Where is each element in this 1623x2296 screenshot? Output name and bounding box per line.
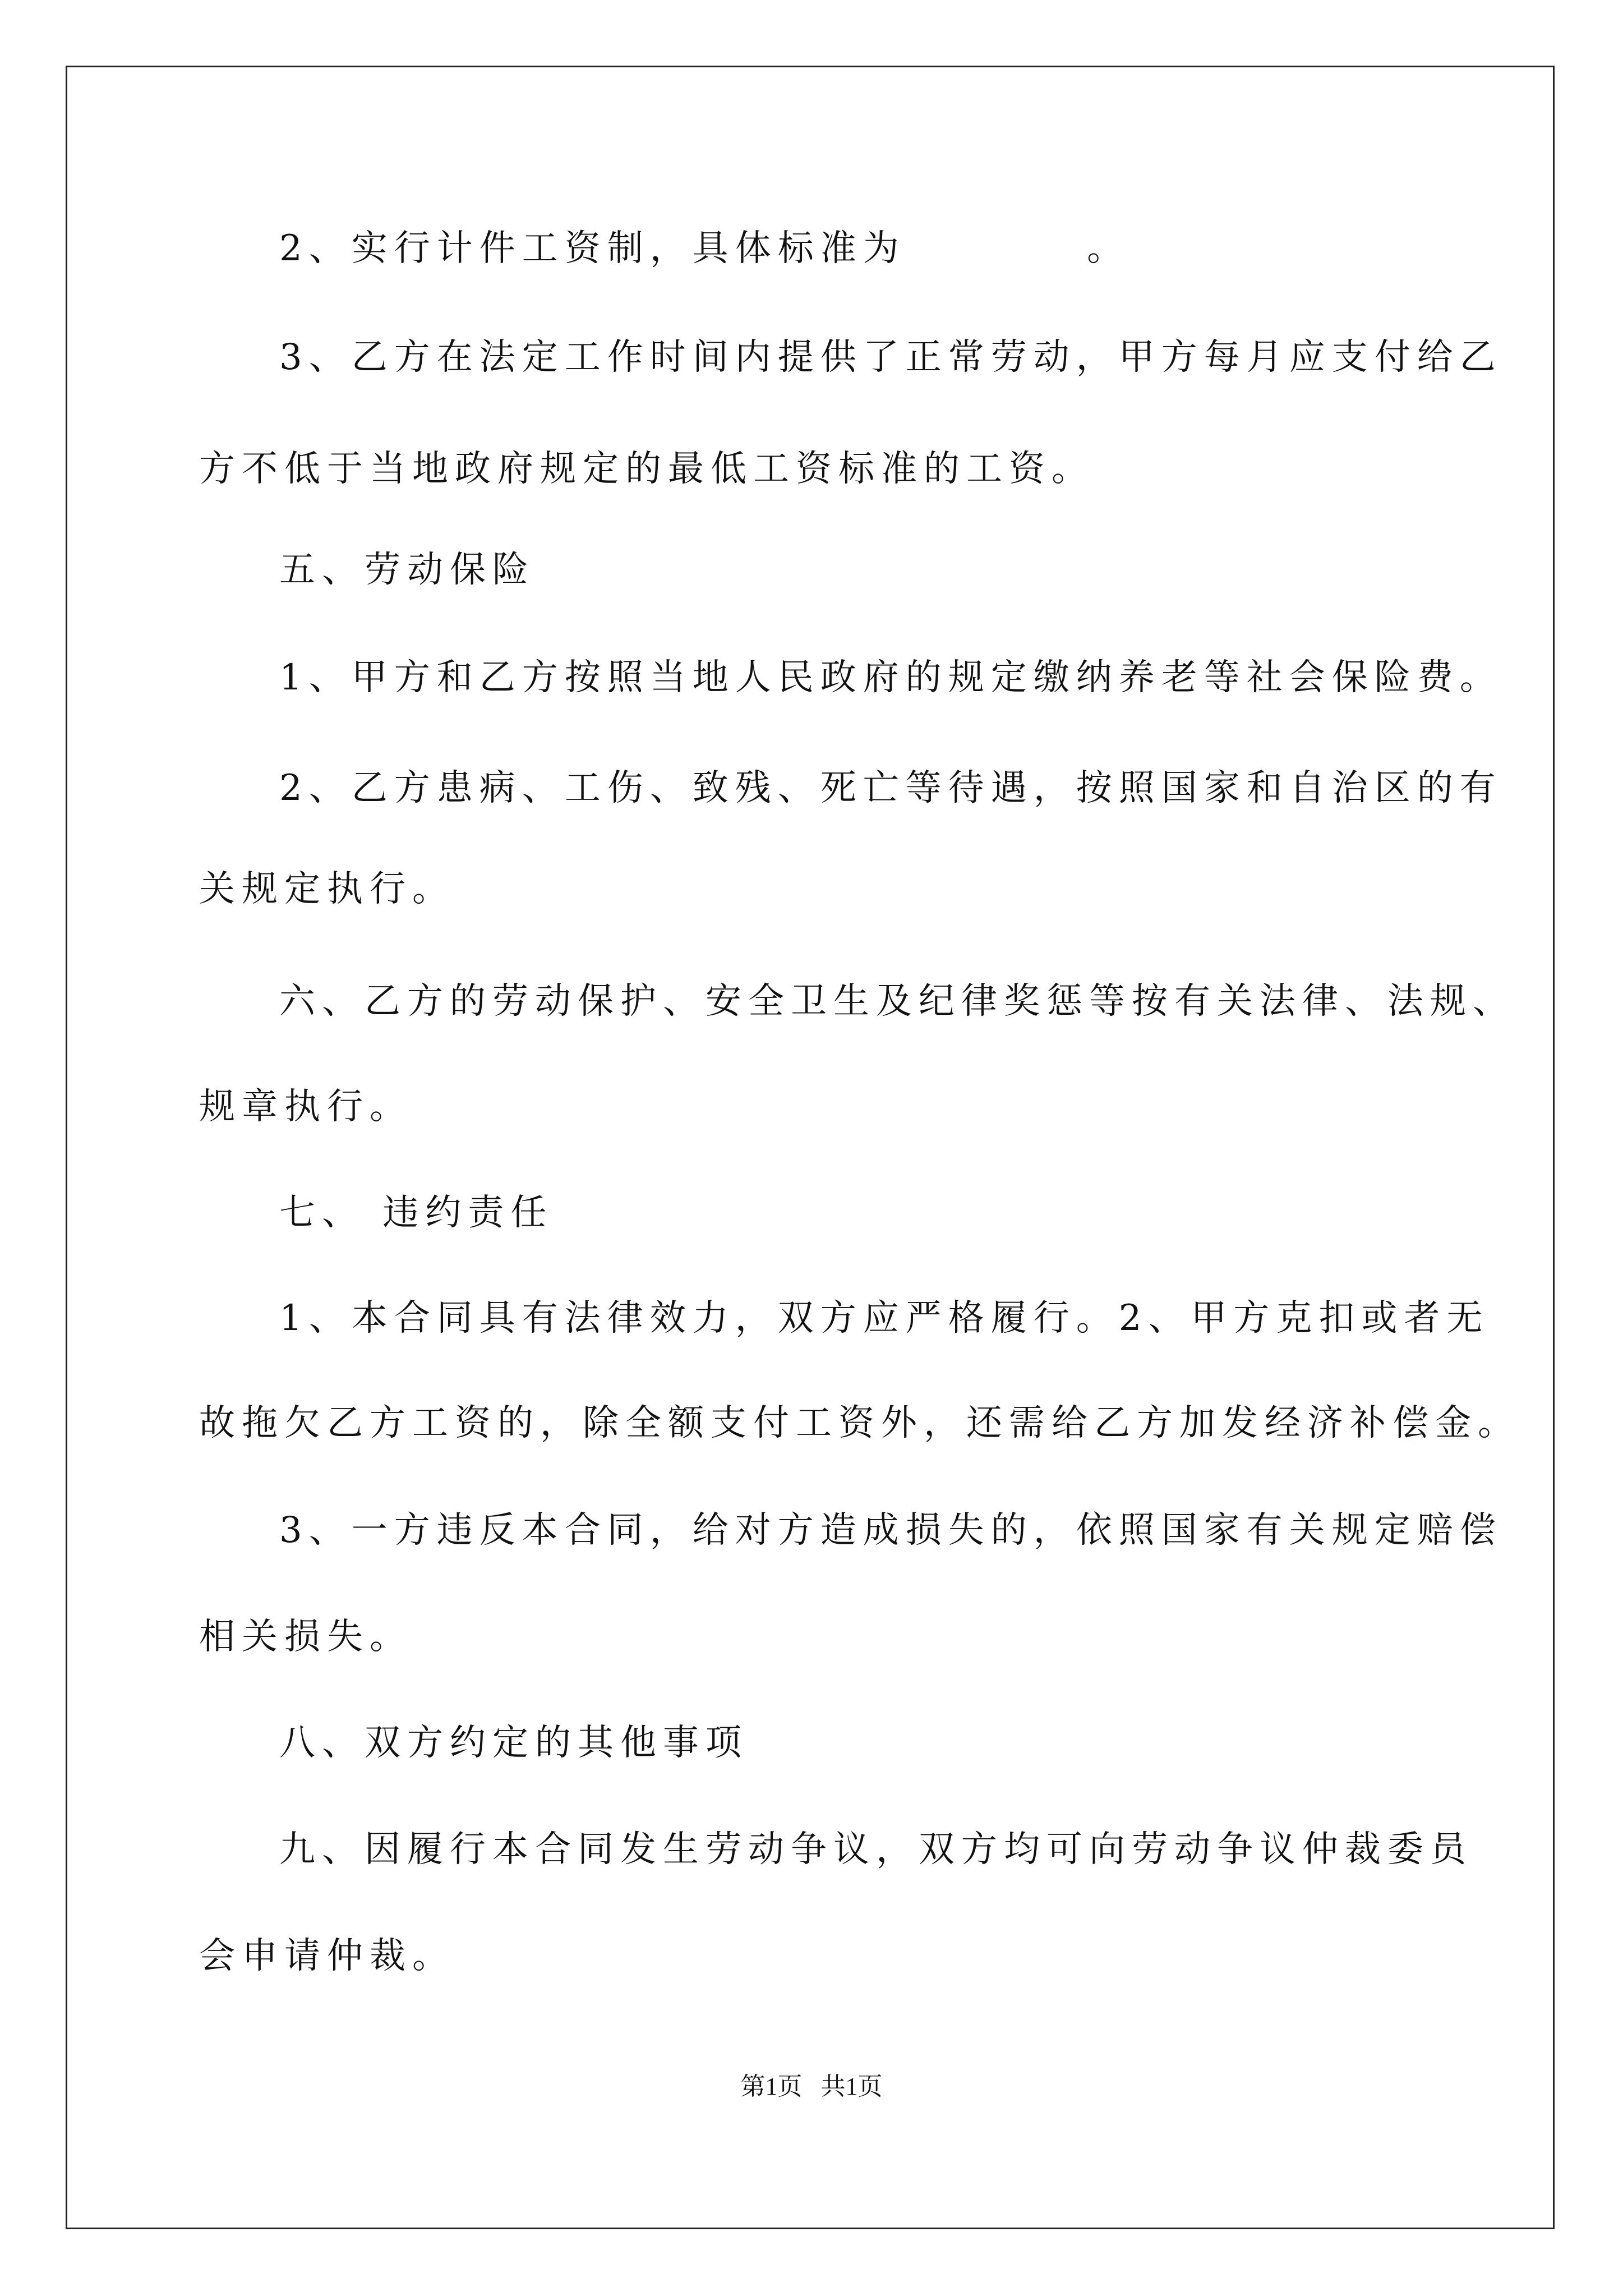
paragraph-line: 故拖欠乙方工资的，除全额支付工资外，还需给乙方加发经济补偿金。 bbox=[199, 1402, 1520, 1444]
paragraph-line: 规章执行。 bbox=[199, 1086, 412, 1128]
paragraph-line: 3、一方违反本合同，给对方造成损失的，依照国家有关规定赔偿 bbox=[279, 1510, 1502, 1551]
paragraph-line: 2、实行计件工资制，具体标准为 。 bbox=[279, 228, 1130, 269]
paragraph-line: 关规定执行。 bbox=[199, 868, 455, 910]
paragraph-line: 3、乙方在法定工作时间内提供了正常劳动，甲方每月应支付给乙 bbox=[279, 337, 1502, 378]
section-heading: 六、乙方的劳动保护、安全卫生及纪律奖惩等按有关法律、法规、 bbox=[279, 981, 1515, 1022]
paragraph-line: 相关损失。 bbox=[199, 1616, 412, 1658]
section-heading: 八、双方约定的其他事项 bbox=[279, 1722, 748, 1764]
paragraph-line: 1、甲方和乙方按照当地人民政府的规定缴纳养老等社会保险费。 bbox=[279, 657, 1502, 698]
paragraph-line: 九、因履行本合同发生劳动争议，双方均可向劳动争议仲裁委员 bbox=[279, 1829, 1473, 1870]
paragraph-line: 2、乙方患病、工伤、致残、死亡等待遇，按照国家和自治区的有 bbox=[279, 767, 1502, 809]
paragraph-line: 方不低于当地政府规定的最低工资标准的工资。 bbox=[199, 448, 1094, 490]
section-heading: 五、劳动保险 bbox=[279, 549, 535, 591]
section-heading: 七、 违约责任 bbox=[279, 1192, 554, 1234]
page-number-footer: 第1页 共1页 bbox=[740, 2073, 883, 2100]
paragraph-line: 会申请仲裁。 bbox=[199, 1935, 455, 1977]
paragraph-line: 1、本合同具有法律效力，双方应严格履行。2、甲方克扣或者无 bbox=[279, 1297, 1490, 1339]
